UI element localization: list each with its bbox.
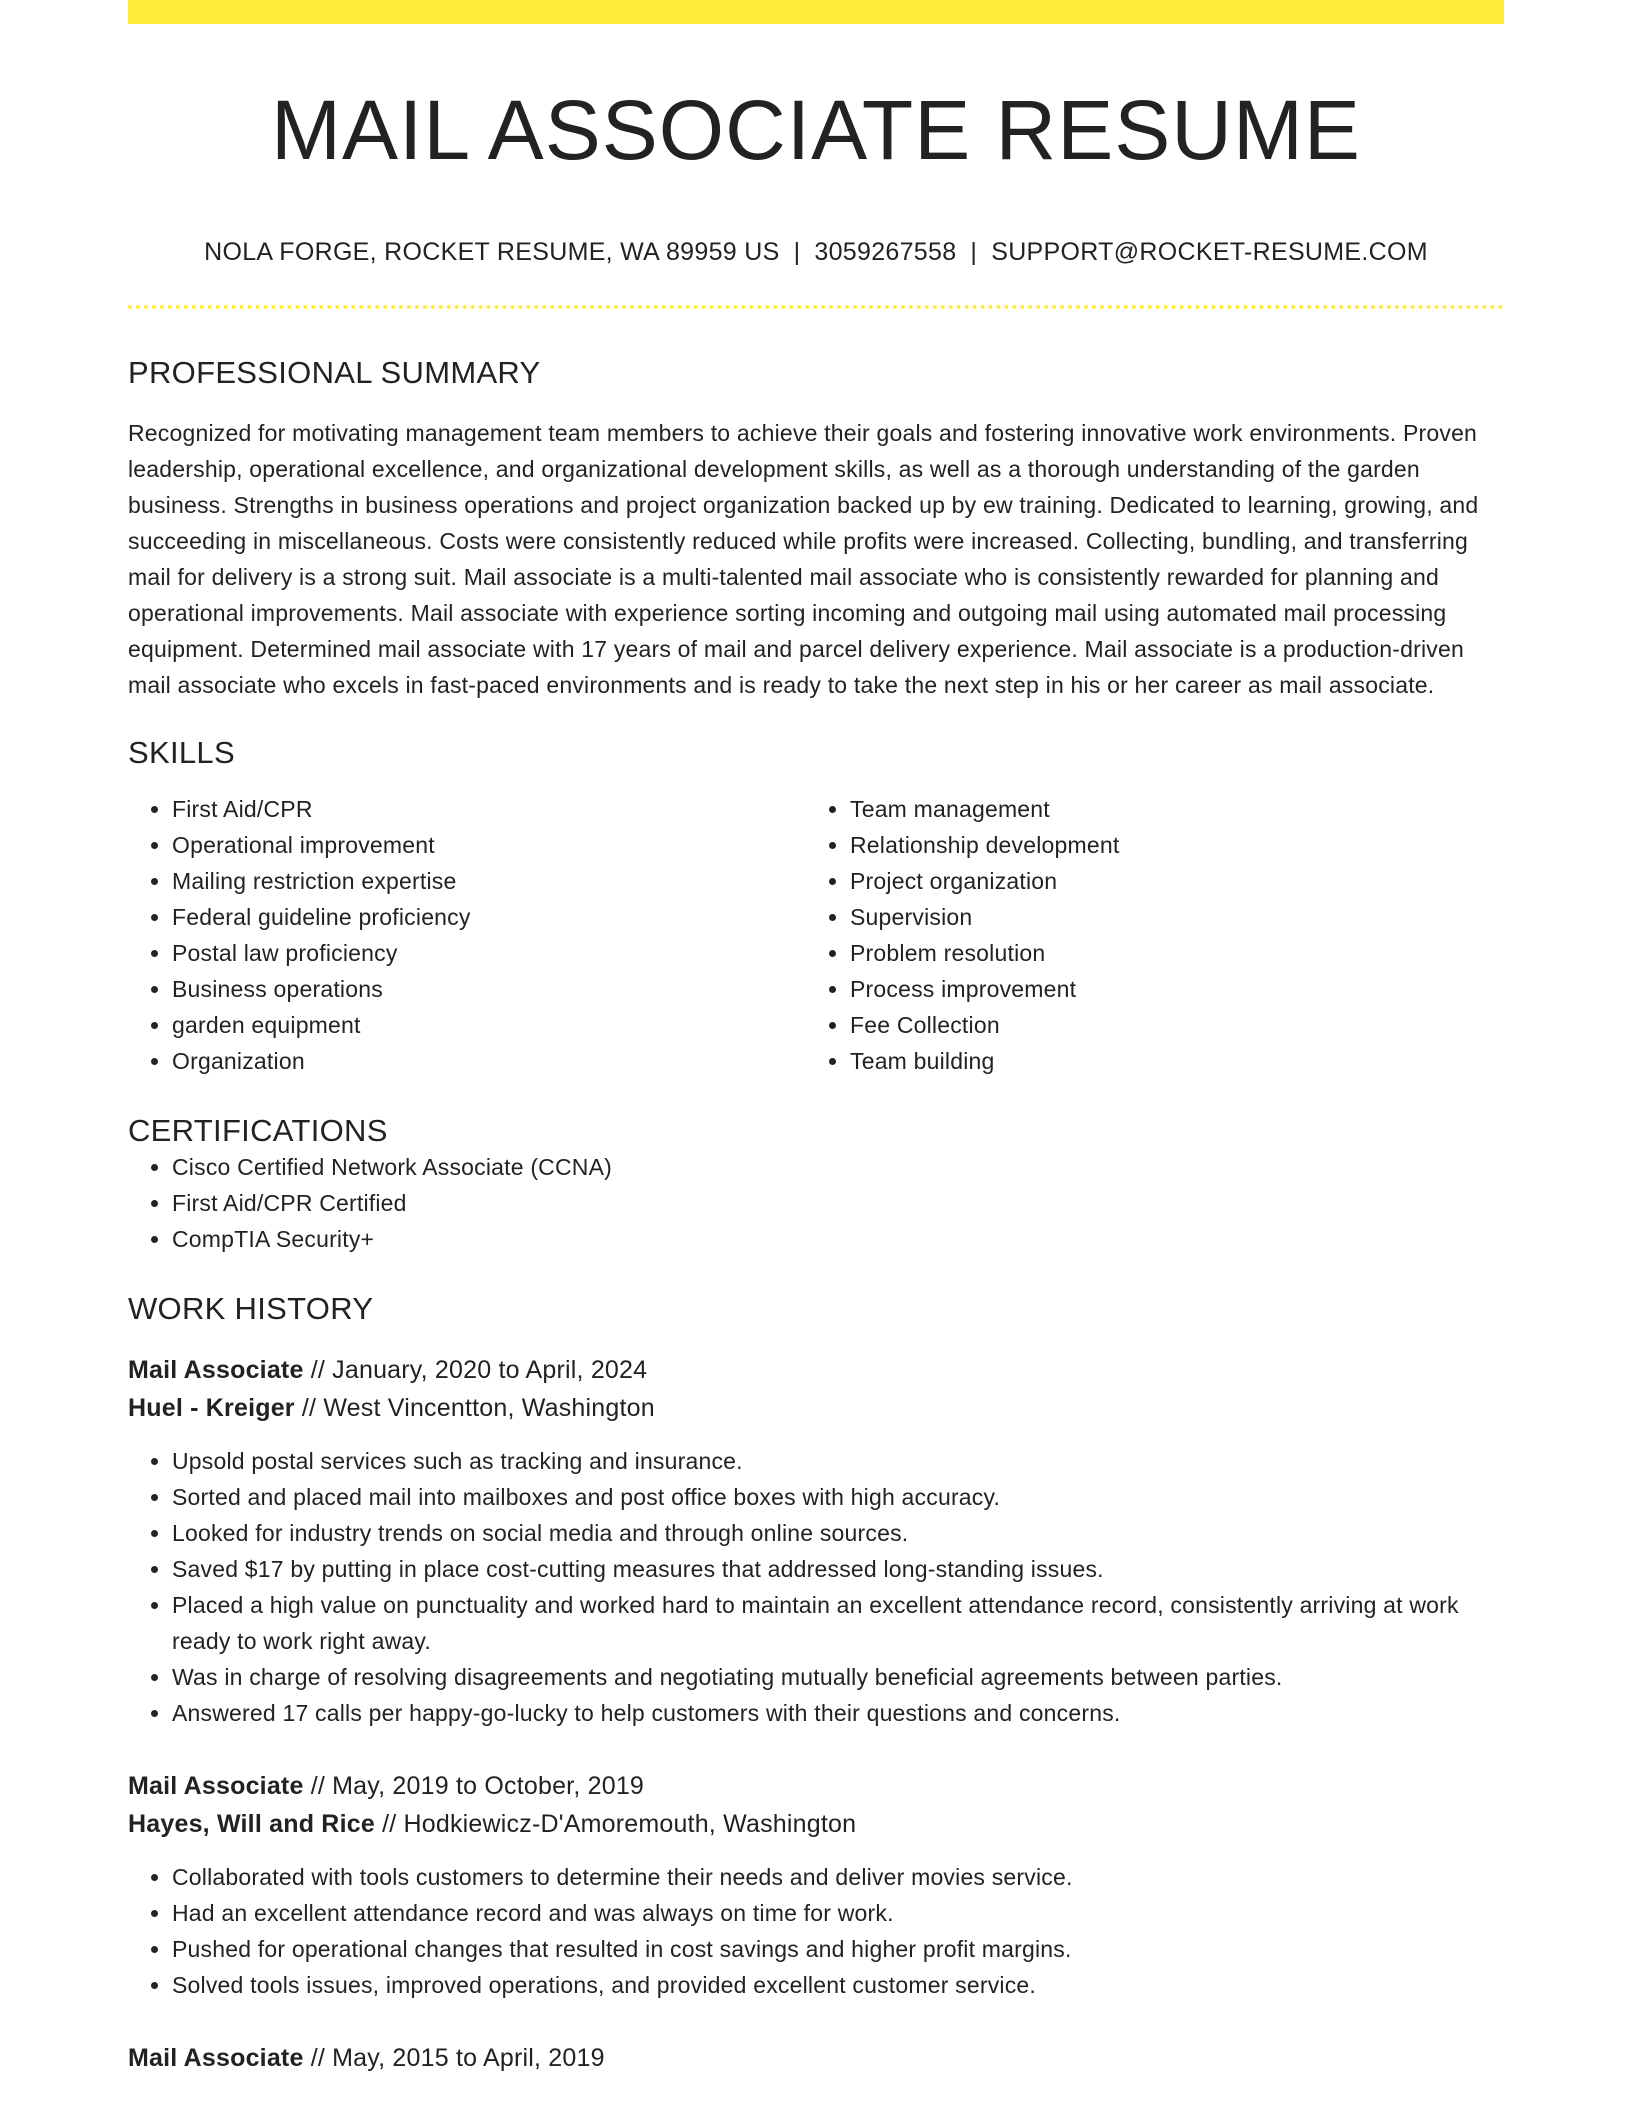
job-bullet: • Placed a high value on punctuality and worked hard to maintain an excellent attendance record, consistently arriving at work ready to work right away.	[172, 1587, 1504, 1659]
job-separator: //	[303, 1356, 333, 1385]
job-bullet: • Pushed for operational changes that resulted in cost savings and higher profit margins.	[172, 1931, 1504, 1967]
job-bullet: • Had an excellent attendance record and was always on time for work.	[172, 1895, 1504, 1931]
skill-item: • Mailing restriction expertise	[172, 863, 806, 899]
skill-item: • Organization	[172, 1043, 806, 1079]
summary-section	[128, 355, 1504, 703]
job-location: West Vincentton, Washington	[323, 1394, 655, 1423]
skills-list-right	[806, 791, 1484, 1079]
job-company-line	[128, 1805, 1504, 1843]
job-entry	[128, 1767, 1504, 2003]
skills-list-left	[128, 791, 806, 1079]
skills-heading: SKILLS	[128, 735, 235, 771]
skill-item: • Fee Collection	[850, 1007, 1484, 1043]
job-separator: //	[303, 2044, 333, 2073]
certification-item: • CompTIA Security+	[172, 1221, 1504, 1257]
job-location: Hodkiewicz-D'Amoremouth, Washington	[403, 1810, 857, 1839]
dotted-divider	[128, 305, 1504, 309]
job-dates: May, 2019 to October, 2019	[332, 1772, 645, 1801]
skill-item: • Operational improvement	[172, 827, 806, 863]
skill-item: • First Aid/CPR	[172, 791, 806, 827]
contact-separator: |	[970, 238, 978, 267]
job-title: Mail Associate	[128, 1772, 304, 1801]
contact-email: SUPPORT@ROCKET-RESUME.COM	[991, 238, 1428, 267]
skill-item: • Team management	[850, 791, 1484, 827]
certifications-list	[128, 1149, 1504, 1257]
summary-text: Recognized for motivating management team members to achieve their goals and fostering innovative work environments. Proven leadership, operational excellence, and organizational development skills, as well as a thorough understanding of the garden business. Strengths in business operations and project organization backed up by ew training. Dedicated to learning, growing, and succeeding in miscellaneous. Costs were consistently reduced while profits were increased. Collecting, bundling, and transferring mail for delivery is a strong suit. Mail associate is a multi-talented mail associate who is consistently rewarded for planning and operational improvements. Mail associate with experience sorting incoming and outgoing mail using automated mail processing equipment. Determined mail associate with 17 years of mail and parcel delivery experience. Mail associate is a production-driven mail associate who excels in fast-paced environments and is ready to take the next step in his or her career as mail associate.	[128, 420, 1479, 699]
job-bullets	[128, 1859, 1504, 2003]
contact-address: NOLA FORGE, ROCKET RESUME, WA 89959 US	[204, 238, 780, 267]
top-accent-bar	[128, 0, 1504, 24]
job-bullet: • Solved tools issues, improved operations, and provided excellent customer service.	[172, 1967, 1504, 2003]
certification-item: • Cisco Certified Network Associate (CCNA)	[172, 1149, 1504, 1185]
job-separator: //	[294, 1394, 324, 1423]
contact-line	[128, 238, 1504, 267]
job-title-line	[128, 1767, 1504, 1805]
job-title-line	[128, 2039, 1504, 2077]
job-title: Mail Associate	[128, 2044, 304, 2073]
job-entry	[128, 2039, 1504, 2077]
job-bullet: • Saved $17 by putting in place cost-cutting measures that addressed long-standing issues.	[172, 1551, 1504, 1587]
job-bullet: • Answered 17 calls per happy-go-lucky to help customers with their questions and concerns.	[172, 1695, 1504, 1731]
job-separator: //	[303, 1772, 333, 1801]
resume-title: MAIL ASSOCIATE RESUME	[271, 83, 1361, 177]
work-history-section	[128, 1291, 1504, 2077]
skill-item: • Supervision	[850, 899, 1484, 935]
skill-item: • Federal guideline proficiency	[172, 899, 806, 935]
job-bullet: • Looked for industry trends on social media and through online sources.	[172, 1515, 1504, 1551]
skills-grid	[128, 791, 1504, 1079]
summary-heading: PROFESSIONAL SUMMARY	[128, 355, 541, 391]
job-entry	[128, 1351, 1504, 1731]
skills-section	[128, 735, 1504, 1079]
job-bullets	[128, 1443, 1504, 1731]
work-history-heading: WORK HISTORY	[128, 1291, 374, 1327]
contact-separator: |	[793, 238, 801, 267]
job-bullet: • Sorted and placed mail into mailboxes and post office boxes with high accuracy.	[172, 1479, 1504, 1515]
skill-item: • Project organization	[850, 863, 1484, 899]
certifications-heading: CERTIFICATIONS	[128, 1113, 388, 1149]
job-dates: January, 2020 to April, 2024	[332, 1356, 648, 1385]
job-bullet: • Was in charge of resolving disagreements and negotiating mutually beneficial agreements between parties.	[172, 1659, 1504, 1695]
skill-item: • Relationship development	[850, 827, 1484, 863]
job-title-line	[128, 1351, 1504, 1389]
certifications-section	[128, 1113, 1504, 1257]
job-title: Mail Associate	[128, 1356, 304, 1385]
contact-phone: 3059267558	[814, 238, 957, 267]
job-separator: //	[374, 1810, 404, 1839]
resume-page	[128, 0, 1504, 2077]
skill-item: • Postal law proficiency	[172, 935, 806, 971]
skill-item: • Business operations	[172, 971, 806, 1007]
skill-item: • Team building	[850, 1043, 1484, 1079]
job-bullet: • Upsold postal services such as tracking and insurance.	[172, 1443, 1504, 1479]
job-bullet: • Collaborated with tools customers to determine their needs and deliver movies service.	[172, 1859, 1504, 1895]
job-dates: May, 2015 to April, 2019	[332, 2044, 605, 2073]
skill-item: • Process improvement	[850, 971, 1484, 1007]
skill-item: • Problem resolution	[850, 935, 1484, 971]
job-company: Hayes, Will and Rice	[128, 1810, 375, 1839]
job-company: Huel - Kreiger	[128, 1394, 295, 1423]
skill-item: • garden equipment	[172, 1007, 806, 1043]
certification-item: • First Aid/CPR Certified	[172, 1185, 1504, 1221]
job-company-line	[128, 1389, 1504, 1427]
